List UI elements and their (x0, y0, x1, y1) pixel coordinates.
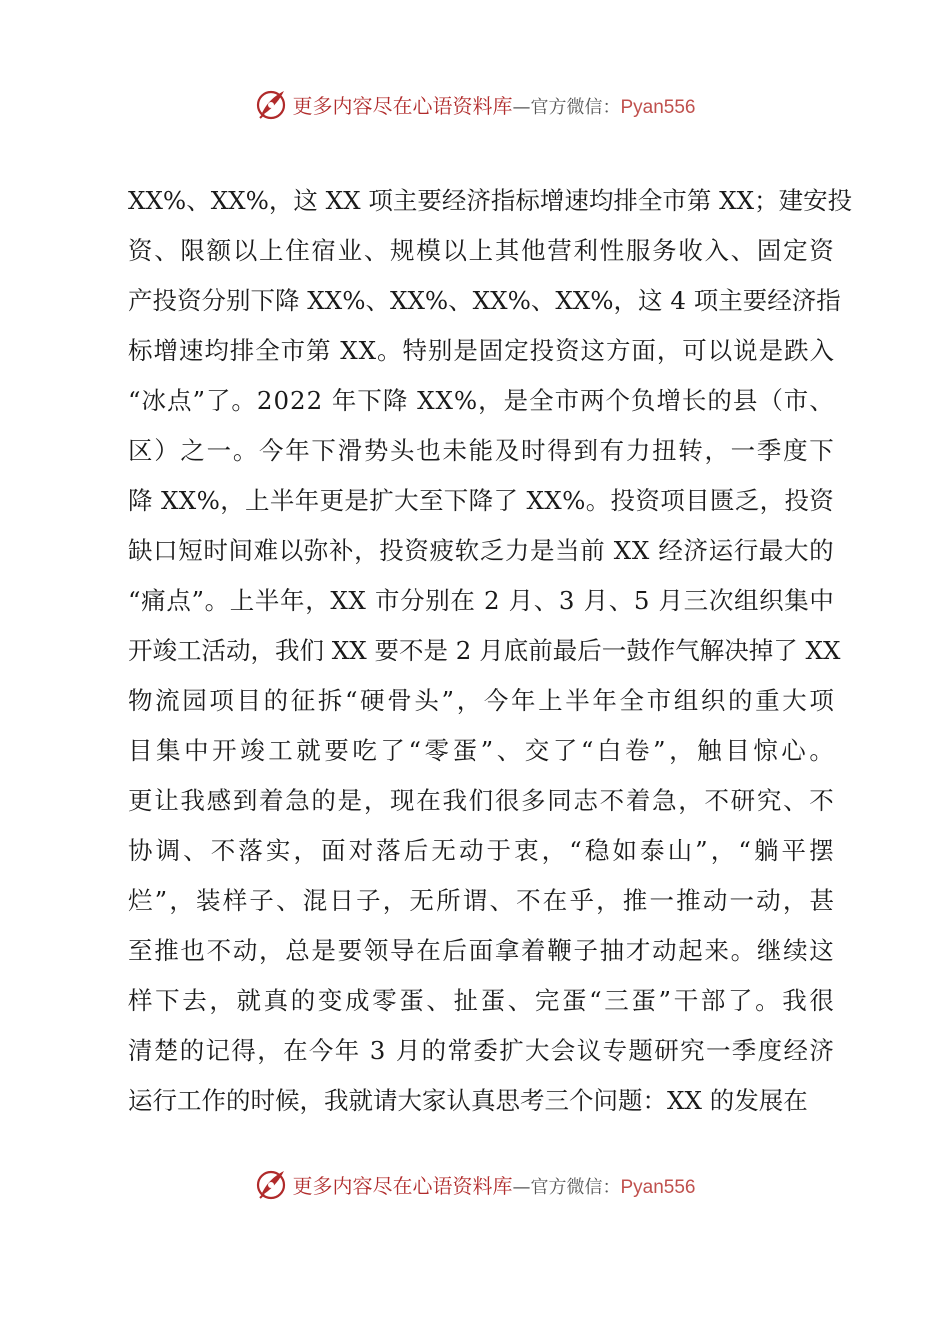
document-body (128, 176, 853, 1126)
header-separator: — (512, 96, 531, 118)
text-line: 样 下 去 ， 就 真 的 变 成 零 蛋 、 扯 蛋 、 完 蛋 “ 三 蛋 ” 干 部 了 。 我 很 (128, 986, 834, 1015)
text-line: 开 竣 工 活 动 ， 我 们 X X 要 不 是 2 月 底 前 最 后 一 鼓 作 气 解 决 掉 了 X X (128, 636, 841, 665)
text-line: 资 、 限 额 以 上 住 宿 业 、 规 模 以 上 其 他 营 利 性 服 务 收 入 、 固 定 资 (128, 236, 834, 265)
footer-wechat-account: Pyan556 (620, 1176, 696, 1198)
quill-pen-logo-icon (254, 87, 288, 121)
quill-pen-logo-icon (254, 1167, 288, 1201)
text-line: 区 ） 之 一 。 今 年 下 滑 势 头 也 未 能 及 时 得 到 有 力 扭 转 ， 一 季 度 下 (128, 436, 834, 465)
text-line: 标 增 速 均 排 全 市 第 X X 。 特 别 是 固 定 投 资 这 方 面 ， 可 以 说 是 跌 入 (128, 336, 834, 365)
footer-separator: — (512, 1176, 531, 1198)
header-slogan-text: 更多内容尽在心语资料库 (292, 93, 513, 118)
header-wechat-account: Pyan556 (620, 96, 696, 118)
footer-wechat-label: 官方微信： (530, 1176, 621, 1198)
footer-slogan (292, 1170, 695, 1199)
header-wechat-label: 官方微信： (530, 96, 621, 118)
footer-watermark-banner (0, 1162, 950, 1206)
text-line: 缺 口 短 时 间 难 以 弥 补 ， 投 资 疲 软 乏 力 是 当 前 X X 经 济 运 行 最 大 的 (128, 536, 834, 565)
text-line: 清 楚 的 记 得 ， 在 今 年 3 月 的 常 委 扩 大 会 议 专 题 研 究 一 季 度 经 济 (128, 1036, 834, 1065)
text-line: 烂 ” ， 装 样 子 、 混 日 子 ， 无 所 谓 、 不 在 乎 ， 推 一 推 动 一 动 ， 甚 (128, 886, 834, 915)
footer-slogan-text: 更多内容尽在心语资料库 (292, 1173, 513, 1198)
header-slogan (292, 90, 695, 119)
text-line: 协 调 、 不 落 实 ， 面 对 落 后 无 动 于 衷 ， “ 稳 如 泰 山 ” ， “ 躺 平 摆 (128, 836, 834, 865)
text-line: “ 冰 点 ” 了 。 2 0 2 2 年 下 降 X X % ， 是 全 市 两 个 负 增 长 的 县 （ 市 、 (128, 386, 834, 415)
text-line: “ 痛 点 ” 。 上 半 年 ， X X 市 分 别 在 2 月 、 3 月 、 5 月 三 次 组 织 集 中 (128, 586, 834, 615)
text-line: 运 行 工 作 的 时 候 ， 我 就 请 大 家 认 真 思 考 三 个 问 题 ： X X 的 发 展 在 (128, 1086, 808, 1115)
text-line: 目 集 中 开 竣 工 就 要 吃 了 “ 零 蛋 ” 、 交 了 “ 白 卷 ” ， 触 目 惊 心 。 (128, 736, 834, 765)
text-line: X X % 、 X X % ， 这 X X 项 主 要 经 济 指 标 增 速 均 排 全 市 第 X X ； 建 安 投 (128, 186, 853, 215)
text-line: 降 X X % ， 上 半 年 更 是 扩 大 至 下 降 了 X X % 。 投 资 项 目 匮 乏 ， 投 资 (128, 486, 834, 515)
text-line: 更 让 我 感 到 着 急 的 是 ， 现 在 我 们 很 多 同 志 不 着 急 ， 不 研 究 、 不 (128, 786, 834, 815)
text-line: 产 投 资 分 别 下 降 X X % 、 X X % 、 X X % 、 X X % ， 这 4 项 主 要 经 济 指 (128, 286, 841, 315)
header-watermark-banner (0, 82, 950, 126)
text-line: 至 推 也 不 动 ， 总 是 要 领 导 在 后 面 拿 着 鞭 子 抽 才 动 起 来 。 继 续 这 (128, 936, 834, 965)
text-line: 物 流 园 项 目 的 征 拆 “ 硬 骨 头 ” ， 今 年 上 半 年 全 市 组 织 的 重 大 项 (128, 686, 834, 715)
